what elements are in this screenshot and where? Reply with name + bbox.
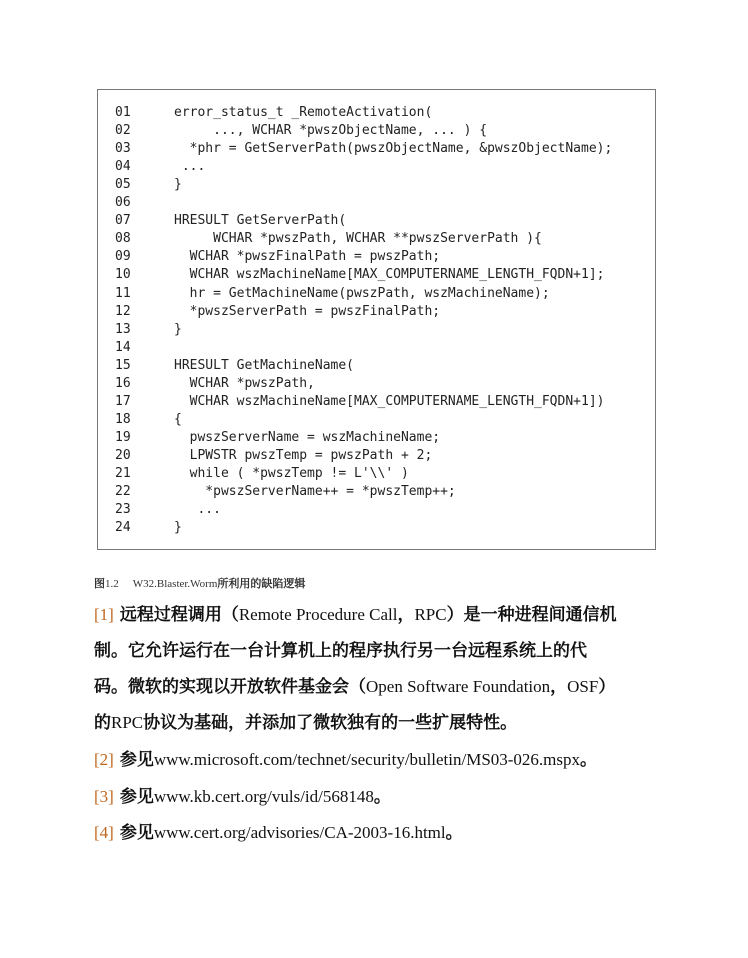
line-number: 10 (115, 267, 131, 283)
footnote-text: www.microsoft.com/technet/security/bulletin/MS03-026.mspx (153, 750, 581, 769)
line-number: 02 (115, 123, 131, 139)
footnote-line (94, 742, 597, 778)
line-number: 07 (115, 213, 131, 229)
line-number: 04 (115, 159, 131, 175)
line-number: 14 (115, 339, 131, 355)
footnote-text: 。 (445, 823, 463, 843)
line-code: error_status_t _RemoteActivation( (174, 105, 433, 120)
line-code: { (174, 411, 182, 427)
line-code: WCHAR *pwszPath, (174, 375, 315, 391)
line-code: while ( *pwszTemp != L'\\' ) (174, 466, 409, 481)
line-number: 21 (115, 466, 131, 481)
line-code: *pwszServerPath = pwszFinalPath; (174, 303, 441, 319)
footnote-line (94, 669, 615, 705)
footnote-marker: [2] (94, 750, 114, 769)
footnote-line (94, 779, 391, 815)
line-code: ..., WCHAR *pwszObjectName, ... ) { (174, 123, 488, 139)
line-number: 03 (115, 141, 131, 157)
line-code: } (174, 321, 182, 337)
footnote-text: 。 (580, 750, 598, 770)
footnote-text: ） (598, 677, 616, 697)
footnote-text: 。 (373, 787, 391, 807)
line-code: ... (174, 502, 221, 518)
caption-name: W32.Blaster.Worm (132, 578, 218, 590)
footnote-text: 码。微软的实现以开放软件基金会（ (94, 677, 366, 697)
footnote-text: www.cert.org/advisories/CA-2003-16.html (153, 823, 446, 842)
line-code: } (174, 177, 182, 193)
line-number: 09 (115, 249, 131, 265)
figure-caption (94, 576, 305, 592)
footnote-text: 制。它允许运行在一台计算机上的程序执行另一台远程系统上的代 (94, 641, 587, 661)
footnote-text: 远程过程调用（ (119, 605, 239, 625)
line-code: HRESULT GetServerPath( (174, 213, 347, 229)
code-listing (97, 89, 656, 550)
line-code: LPWSTR pwszTemp = pwszPath + 2; (174, 447, 433, 463)
footnote-marker: [4] (94, 823, 114, 842)
footnote-text: Remote Procedure Call (238, 605, 398, 624)
line-number: 05 (115, 177, 131, 193)
line-number: 16 (115, 375, 131, 391)
footnote-text: 参见 (119, 787, 154, 807)
footnote-text: 参见 (119, 750, 154, 770)
footnote-text: RPC (111, 713, 144, 732)
line-code: HRESULT GetMachineName( (174, 357, 355, 373)
line-code: WCHAR *pwszPath, WCHAR **pwszServerPath ){ (174, 231, 542, 247)
footnote-text: www.kb.cert.org/vuls/id/568148 (153, 787, 374, 806)
line-code: pwszServerName = wszMachineName; (174, 429, 441, 445)
footnote-text: RPC (414, 605, 447, 624)
footnote-text: ， (397, 605, 415, 625)
line-code: hr = GetMachineName(pwszPath, wszMachineName); (174, 285, 550, 301)
caption-number: 1.2 (105, 578, 119, 590)
footnote-line (94, 705, 517, 741)
line-number: 12 (115, 303, 131, 319)
footnote-text: 参见 (119, 823, 154, 843)
line-number: 11 (115, 285, 131, 301)
footnote-line (94, 815, 463, 851)
footnote-marker: [3] (94, 787, 114, 806)
line-number: 17 (115, 393, 131, 409)
line-number: 23 (115, 502, 131, 518)
footnote-text: Open Software Foundation (366, 677, 551, 696)
line-number: 15 (115, 357, 131, 373)
line-number: 18 (115, 411, 131, 427)
line-code: } (174, 520, 182, 536)
line-number: 22 (115, 484, 131, 500)
caption-description: 所利用的缺陷逻辑 (217, 577, 306, 590)
line-number: 06 (115, 195, 131, 211)
line-number: 19 (115, 429, 131, 445)
line-number: 08 (115, 231, 131, 247)
caption-label: 图 (94, 577, 105, 590)
line-code: WCHAR wszMachineName[MAX_COMPUTERNAME_LENGTH_FQDN+1]) (174, 393, 605, 409)
line-code: *pwszServerName++ = *pwszTemp++; (174, 484, 456, 500)
line-code: *phr = GetServerPath(pwszObjectName, &pwszObjectName); (174, 141, 613, 157)
line-code: ... (174, 159, 206, 175)
footnote-text: ， (550, 677, 568, 697)
line-number: 20 (115, 447, 131, 463)
footnote-text: 的 (94, 713, 111, 733)
footnote-line (94, 597, 617, 633)
line-number: 24 (115, 520, 131, 536)
footnote-line (94, 633, 587, 669)
footnote-text: ）是一种进程间通信机 (446, 605, 617, 625)
line-code: WCHAR *pwszFinalPath = pwszPath; (174, 249, 441, 265)
line-number: 01 (115, 105, 131, 120)
footnote-text: 协议为基础，并添加了微软独有的一些扩展特性。 (143, 713, 518, 733)
line-code: WCHAR wszMachineName[MAX_COMPUTERNAME_LENGTH_FQDN+1]; (174, 267, 605, 283)
footnote-marker: [1] (94, 605, 114, 624)
footnote-text: OSF (567, 677, 599, 696)
line-number: 13 (115, 321, 131, 337)
